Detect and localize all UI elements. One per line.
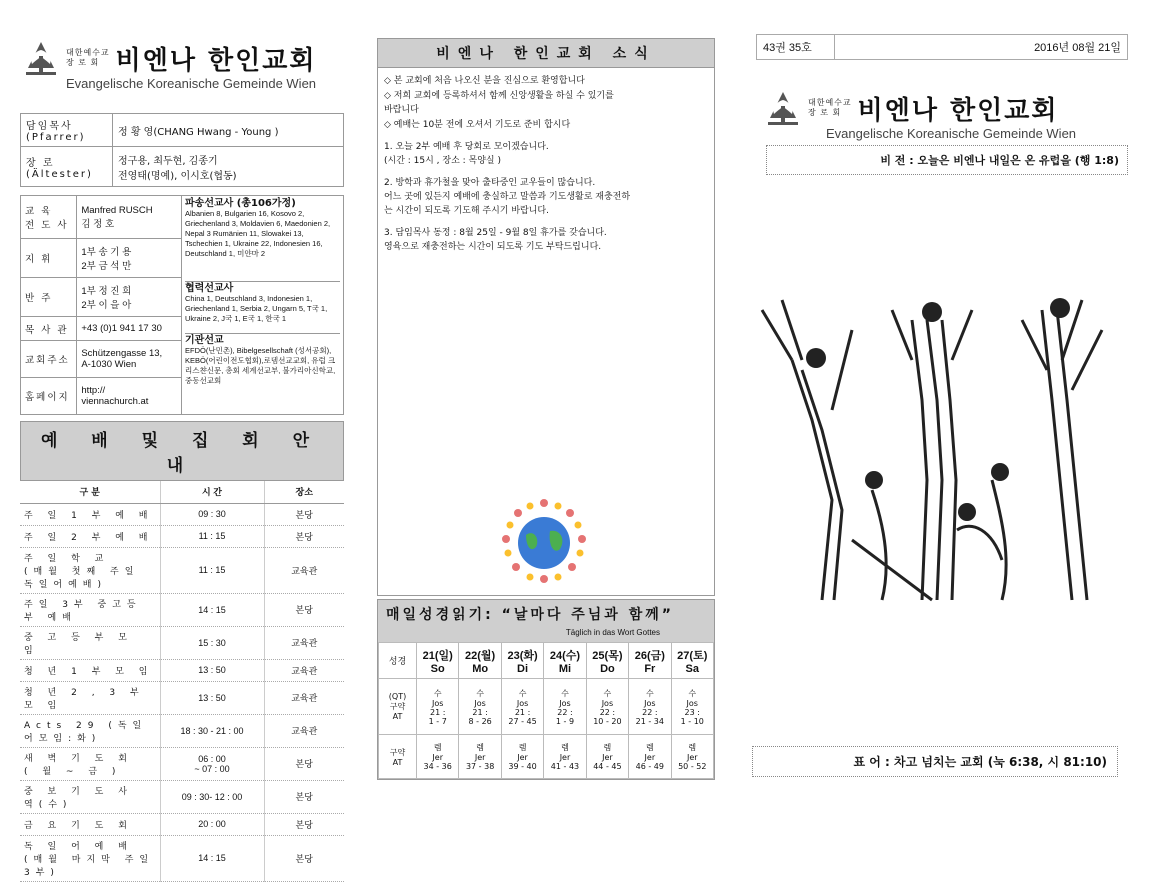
reading-day: 26(금) Fr bbox=[629, 643, 671, 679]
table-row: 교 육 전 도 사 Manfred RUSCH 김 정 호 bbox=[21, 196, 182, 239]
bible-reading-table bbox=[378, 642, 714, 779]
schedule-event: 새 벽 기 도 회 ( 월 ~ 금 ) bbox=[20, 747, 160, 780]
schedule-section bbox=[20, 421, 344, 882]
reading-day: 25(목) Do bbox=[586, 643, 628, 679]
reading-jer-passage: 렘 Jer 34 - 36 bbox=[417, 735, 459, 779]
right-column bbox=[756, 34, 1128, 175]
table-row bbox=[20, 503, 344, 525]
mission-block: 파송선교사 (총106가정) Albanien 8, Bulgarien 16, Kosovo 2, Griechenland 3, Moldavien 6, Maedonien 2, Nepal 3 Rumänien 11, Slowakei 13, Tschechien 1, Ukraine 22, Indonesien 16, Deutschland 1, 미얀마 2 bbox=[185, 198, 331, 258]
bible-reading-subtitle: Täglich in das Wort Gottes bbox=[565, 628, 660, 637]
schedule-event: 금 요 기 도 회 bbox=[20, 813, 160, 835]
reading-ot-passage: 수 Jos 22 : 21 - 34 bbox=[629, 679, 671, 735]
church-name: 비엔나 한인교회 bbox=[115, 45, 317, 76]
schedule-place: 본당 bbox=[264, 503, 344, 525]
reading-day: 27(토) Sa bbox=[671, 643, 713, 679]
table-row bbox=[20, 747, 344, 780]
schedule-event: 독 일 어 예 배 (매월 마지막 주일3부) bbox=[20, 835, 160, 881]
schedule-time: 20 : 00 bbox=[160, 813, 264, 835]
schedule-place: 교육관 bbox=[264, 714, 344, 747]
schedule-place: 본당 bbox=[264, 525, 344, 547]
schedule-event: 주 일 학 교 (매월 첫째 주일 독일어예배) bbox=[20, 547, 160, 593]
denomination-label: 대한예수교 장 로 회 bbox=[808, 98, 852, 117]
table-row bbox=[20, 835, 344, 881]
staff-table bbox=[20, 195, 182, 415]
schedule-place: 본당 bbox=[264, 780, 344, 813]
left-column bbox=[20, 38, 344, 882]
bible-reading-box bbox=[377, 599, 715, 780]
reading-day: 22(월) Mo bbox=[459, 643, 501, 679]
schedule-place: 본당 bbox=[264, 593, 344, 626]
schedule-time: 14 : 15 bbox=[160, 835, 264, 881]
schedule-event: Acts 29 (독일어모임:화) bbox=[20, 714, 160, 747]
schedule-time: 13 : 50 bbox=[160, 681, 264, 714]
reading-ot-passage: 수 Jos 21 : 8 - 26 bbox=[459, 679, 501, 735]
schedule-place: 교육관 bbox=[264, 659, 344, 681]
schedule-event: 중 고 등 부 모 임 bbox=[20, 626, 160, 659]
reading-jer-passage: 렘 Jer 41 - 43 bbox=[544, 735, 586, 779]
table-row bbox=[20, 681, 344, 714]
reading-jer-passage: 렘 Jer 50 - 52 bbox=[671, 735, 713, 779]
table-row: 홈페이지 http:// viennachurch.at bbox=[21, 378, 182, 415]
schedule-place: 본당 bbox=[264, 747, 344, 780]
table-row bbox=[20, 593, 344, 626]
church-name: 비엔나 한인교회 bbox=[857, 95, 1059, 126]
news-body bbox=[378, 68, 714, 261]
reading-ot-passage: 수 Jos 23 : 1 - 10 bbox=[671, 679, 713, 735]
bible-reading-header bbox=[378, 600, 714, 642]
news-intro: ◇ 예배는 10분 전에 오셔서 기도로 준비 합시다 bbox=[384, 120, 571, 130]
reading-jer-passage: 렘 Jer 44 - 45 bbox=[586, 735, 628, 779]
table-row bbox=[20, 780, 344, 813]
table-row bbox=[20, 525, 344, 547]
church-name-german: Evangelische Koreanische Gemeinde Wien bbox=[66, 76, 317, 91]
news-item: 2. 방학과 휴가철을 맞아 출타중인 교우들이 많습니다. 어느 곳에 있든지 예배에 충실하고 말씀과 기도생활로 재충전하 는 시간이 되도록 기도해 주시기 바랍니다. bbox=[384, 178, 631, 216]
issue-volume: 43권 35호 bbox=[757, 35, 835, 60]
schedule-place: 본당 bbox=[264, 813, 344, 835]
schedule-time: 13 : 50 bbox=[160, 659, 264, 681]
schedule-time: 11 : 15 bbox=[160, 525, 264, 547]
schedule-title: 예 배 및 집 회 안 내 bbox=[20, 421, 344, 481]
leaders-table bbox=[20, 113, 344, 187]
schedule-place: 교육관 bbox=[264, 626, 344, 659]
issue-date: 2016년 08월 21일 bbox=[835, 35, 1128, 60]
reading-day: 21(일) So bbox=[417, 643, 459, 679]
globe-children-illustration bbox=[496, 491, 592, 587]
news-item: 1. 오늘 2부 예배 후 당회로 모이겠습니다. (시간 : 15시 , 장소 : 목양실 ) bbox=[384, 142, 549, 166]
schedule-event: 주 일 1 부 예 배 bbox=[20, 503, 160, 525]
table-row: (QT) 구약 AT 수 Jos 21 : 1 - 7 수 Jos 21 : 8 - 26 수 Jos 21 : 27 - 45 수 Jos 22 : 1 - 9 수 Jos 22 : 10 - 20 수 Jos 22 : 21 - 34 수 Jos 23 : 1 - 10 bbox=[379, 679, 714, 735]
schedule-time: 15 : 30 bbox=[160, 626, 264, 659]
schedule-place: 교육관 bbox=[264, 681, 344, 714]
schedule-time: 09 : 30- 12 : 00 bbox=[160, 780, 264, 813]
denomination-label: 대한예수교 장 로 회 bbox=[66, 48, 110, 67]
woodcut-worship-illustration bbox=[752, 300, 1136, 618]
church-vision: 비 전 : 오늘은 비엔나 내일은 온 유럽을 (행 1:8) bbox=[766, 145, 1128, 175]
middle-column bbox=[377, 38, 715, 780]
schedule-place: 본당 bbox=[264, 835, 344, 881]
news-intro: ◇ 저희 교회에 등록하셔서 함께 신앙생활을 하실 수 있기를 바랍니다 bbox=[384, 91, 614, 115]
table-header: 구 분 시 간 장소 bbox=[20, 481, 344, 503]
table-row: 교회주소 Schützengasse 13, A-1030 Wien bbox=[21, 341, 182, 378]
schedule-time: 06 : 00 ~ 07 : 00 bbox=[160, 747, 264, 780]
schedule-event: 청 년 2 , 3 부 모 임 bbox=[20, 681, 160, 714]
table-row bbox=[20, 813, 344, 835]
news-box bbox=[377, 38, 715, 596]
reading-ot-passage: 수 Jos 22 : 10 - 20 bbox=[586, 679, 628, 735]
bible-reading-title: 매일성경읽기: “날마다 주님과 함께” bbox=[386, 607, 674, 623]
schedule-time: 09 : 30 bbox=[160, 503, 264, 525]
church-emblem-icon bbox=[762, 88, 804, 128]
mission-block: 협력선교사 China 1, Deutschland 3, Indonesien 1, Griechenland 1, Serbia 2, Ungarn 5, T국 1, Ukraine 2, J국 1, E국 1, 한국 1 bbox=[185, 281, 340, 333]
church-emblem-icon bbox=[20, 38, 62, 78]
schedule-event: 청 년 1 부 모 임 bbox=[20, 659, 160, 681]
church-logo bbox=[20, 38, 344, 78]
schedule-place: 교육관 bbox=[264, 547, 344, 593]
news-title: 비엔나 한인교회 소식 bbox=[378, 39, 714, 68]
schedule-event: 주일 3부 중고등부 예배 bbox=[20, 593, 160, 626]
news-item: 3. 담임목사 동정 : 8월 25일 - 9월 8일 휴가를 갖습니다. 영육으로 재충전하는 시간이 되도록 기도 부탁드립니다. bbox=[384, 228, 607, 252]
table-row: 담임목사(Pfarrer) 정 황 영(CHANG Hwang - Young ) bbox=[21, 114, 344, 147]
news-intro: ◇ 본 교회에 처음 나오신 분을 진심으로 환영합니다 bbox=[384, 76, 585, 86]
table-row bbox=[20, 714, 344, 747]
staff-section bbox=[20, 195, 344, 415]
reading-day: 24(수) Mi bbox=[544, 643, 586, 679]
table-row: 성경 21(일) So 22(월) Mo 23(화) Di 24(수) Mi 25(목) Do 26(금) Fr 27(토) Sa bbox=[379, 643, 714, 679]
reading-ot-passage: 수 Jos 22 : 1 - 9 bbox=[544, 679, 586, 735]
table-row bbox=[757, 35, 1128, 60]
missions-panel bbox=[182, 195, 344, 415]
table-row: 목 사 관 +43 (0)1 941 17 30 bbox=[21, 317, 182, 341]
church-name-german: Evangelische Koreanische Gemeinde Wien bbox=[826, 126, 1077, 141]
reading-jer-passage: 렘 Jer 39 - 40 bbox=[501, 735, 543, 779]
table-row: 지 휘 1부 송 기 용 2부 금 석 만 bbox=[21, 239, 182, 278]
schedule-time: 18 : 30 - 21 : 00 bbox=[160, 714, 264, 747]
table-row bbox=[20, 547, 344, 593]
church-motto: 표 어 : 차고 넘치는 교회 (눅 6:38, 시 81:10) bbox=[752, 746, 1118, 777]
table-row bbox=[20, 626, 344, 659]
issue-header bbox=[756, 34, 1128, 60]
schedule-table bbox=[20, 481, 344, 882]
schedule-time: 11 : 15 bbox=[160, 547, 264, 593]
reading-jer-passage: 렘 Jer 46 - 49 bbox=[629, 735, 671, 779]
mission-block: 기관선교 EFDÖ(난민촌), Bibelgesellschaft (성서공회), KEBÖ(어린이전도협회),로뎀선교교회, 유럽 크리스챤신문, 총회 세계선교부, 불가리아신학교,중동선교회 bbox=[185, 333, 340, 386]
table-row: 장 로 (Ältester) 정구용, 최두현, 김종기 전영태(명예), 이시호(협동) bbox=[21, 147, 344, 187]
table-row bbox=[20, 659, 344, 681]
schedule-event: 주 일 2 부 예 배 bbox=[20, 525, 160, 547]
cover-logo bbox=[762, 88, 1128, 128]
schedule-event: 중 보 기 도 사 역(수) bbox=[20, 780, 160, 813]
schedule-time: 14 : 15 bbox=[160, 593, 264, 626]
reading-jer-passage: 렘 Jer 37 - 38 bbox=[459, 735, 501, 779]
table-row: 반 주 1부 정 진 희 2부 이 을 아 bbox=[21, 278, 182, 317]
reading-ot-passage: 수 Jos 21 : 27 - 45 bbox=[501, 679, 543, 735]
reading-ot-passage: 수 Jos 21 : 1 - 7 bbox=[417, 679, 459, 735]
table-row: 구약 AT 렘 Jer 34 - 36 렘 Jer 37 - 38 렘 Jer 39 - 40 렘 Jer 41 - 43 렘 Jer 44 - 45 렘 Jer 46 - 49 렘 Jer 50 - 52 bbox=[379, 735, 714, 779]
reading-day: 23(화) Di bbox=[501, 643, 543, 679]
